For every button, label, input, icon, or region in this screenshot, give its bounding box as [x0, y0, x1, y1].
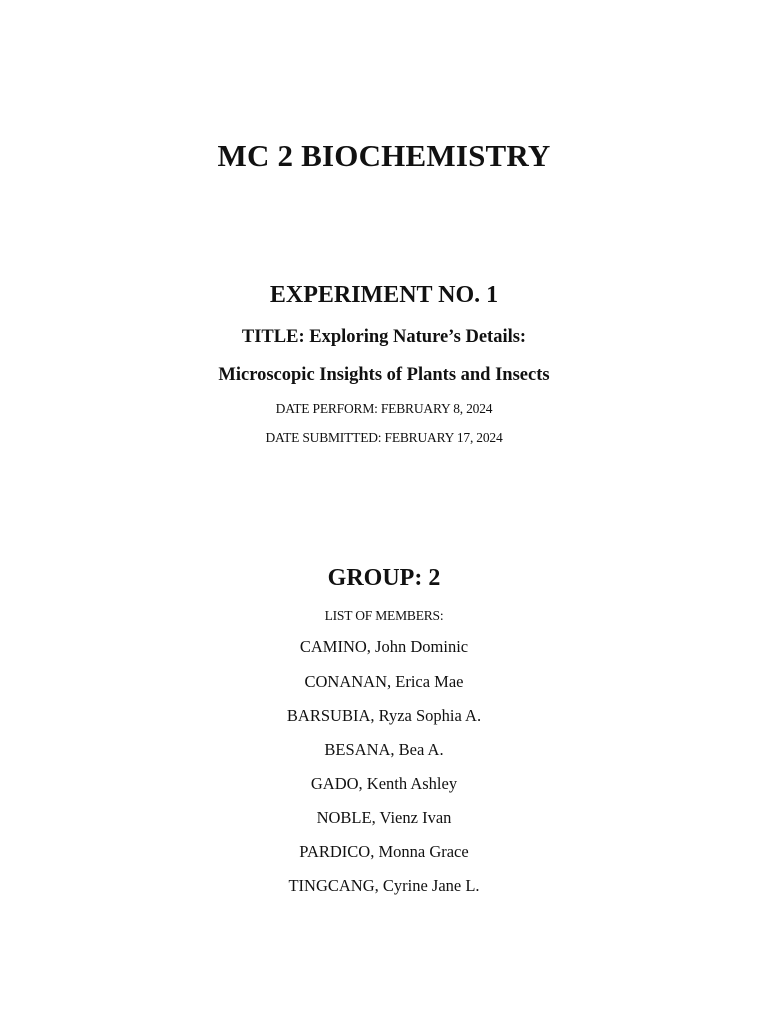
date-submitted: DATE SUBMITTED: FEBRUARY 17, 2024	[265, 430, 503, 445]
member-name: PARDICO, Monna Grace	[299, 842, 469, 861]
group-label: GROUP: 2	[327, 565, 441, 591]
member-name: NOBLE, Vienz Ivan	[316, 808, 452, 827]
member-name: BARSUBIA, Ryza Sophia A.	[286, 706, 482, 725]
members-heading: LIST OF MEMBERS:	[324, 608, 444, 623]
experiment-title-line-2: Microscopic Insights of Plants and Insects	[218, 365, 550, 385]
member-name: TINGCANG, Cyrine Jane L.	[288, 876, 480, 895]
member-name: GADO, Kenth Ashley	[310, 774, 458, 793]
course-title: MC 2 BIOCHEMISTRY	[217, 138, 551, 173]
experiment-number: EXPERIMENT NO. 1	[269, 282, 499, 308]
member-name: BESANA, Bea A.	[324, 740, 444, 759]
date-performed: DATE PERFORM: FEBRUARY 8, 2024	[275, 401, 493, 416]
member-name: CONANAN, Erica Mae	[304, 672, 464, 691]
member-name: CAMINO, John Dominic	[299, 637, 469, 656]
experiment-title-line-1: TITLE: Exploring Nature’s Details:	[241, 327, 527, 347]
